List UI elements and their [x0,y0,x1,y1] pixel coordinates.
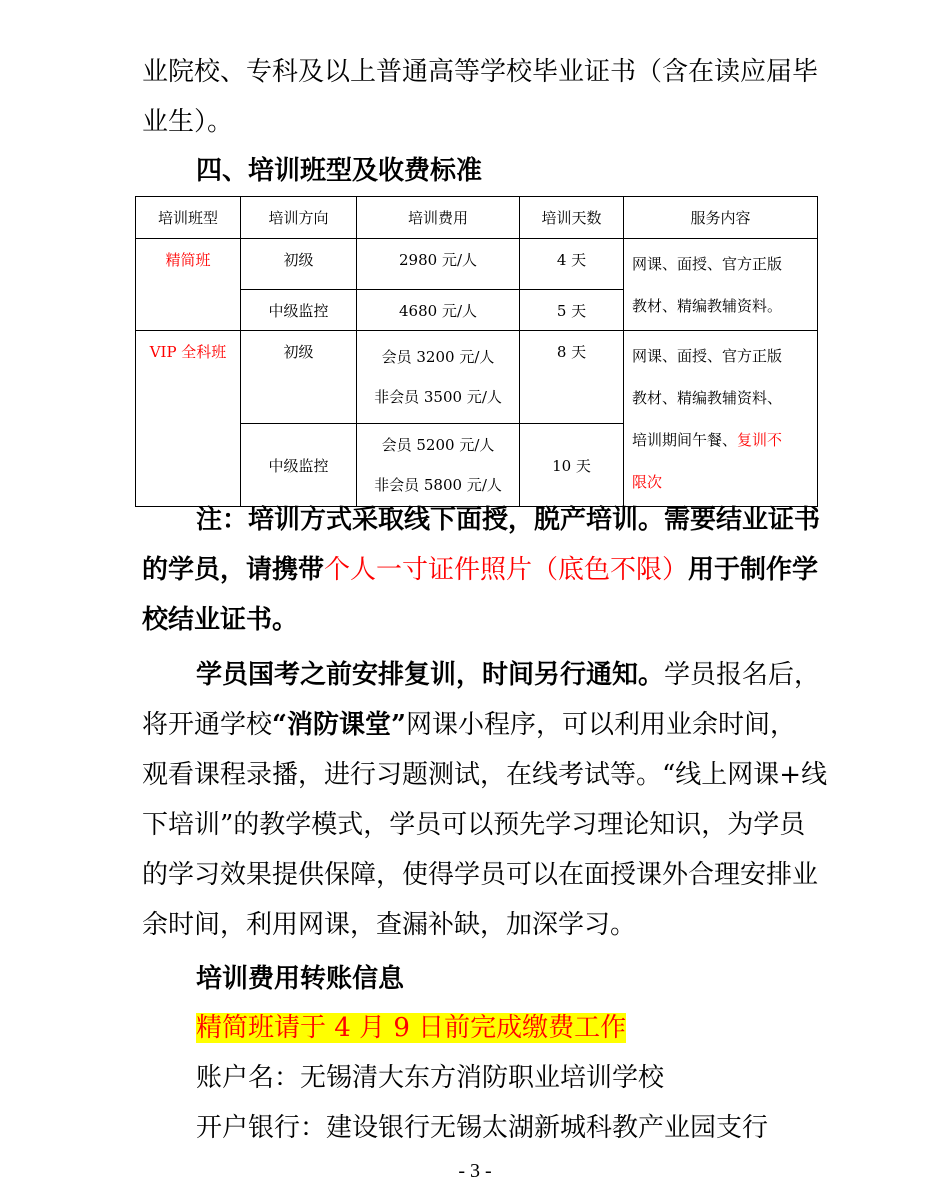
retrain-text: 将开通学校 [142,710,273,740]
days-cell: 8 天 [520,331,624,424]
account-name: 账户名：无锡清大东方消防职业培训学校 [196,1063,665,1093]
retrain-unlimited-text: 复训不 [737,430,783,449]
service-cell-simplified [624,239,818,331]
fee-nonmember: 非会员 3500 元/人 [374,388,502,406]
service-cell-vip [624,331,818,507]
days-cell: 10 天 [520,424,624,507]
fee-nonmember: 非会员 5800 元/人 [374,476,502,494]
direction-cell: 中级监控 [241,290,357,331]
retrain-bold-text: 学员国考之前安排复训，时间另行通知。 [196,660,665,690]
retrain-line-4: 下培训”的教学模式，学员可以预先学习理论知识，为学员 [142,810,806,840]
header-service: 服务内容 [624,197,818,239]
section-title: 四、培训班型及收费标准 [196,156,483,186]
service-text: 培训期间午餐、 [632,430,738,449]
class-cell-vip: VIP 全科班 [136,331,241,507]
retrain-line-6: 余时间，利用网课，查漏补缺，加深学习。 [142,910,637,940]
retrain-text: 学员报名后， [664,660,821,690]
intro-line-2: 业生）。 [142,107,234,137]
direction-cell: 中级监控 [241,424,357,507]
class-cell-simplified: 精简班 [136,239,241,331]
note-text: 用于制作学 [688,555,819,585]
service-line: 教材、精编教辅资料、 [632,388,783,407]
days-cell: 4 天 [520,239,624,290]
photo-requirement: 个人一寸证件照片（底色不限） [324,555,689,585]
days-cell: 5 天 [520,290,624,331]
service-line [632,419,817,461]
table-header-row [136,197,818,239]
table-row [136,331,818,424]
note-line-2 [142,551,822,589]
service-line: 网课、面授、官方正版 [632,254,783,273]
fee-cell [357,331,520,424]
retrain-line-3: 观看课程录播，进行习题测试，在线考试等。“线上网课+线 [142,760,828,790]
direction-cell: 初级 [241,239,357,290]
note-line-1: 注：培训方式采取线下面授，脱产培训。需要结业证书 [196,505,821,535]
header-class: 培训班型 [136,197,241,239]
direction-cell: 初级 [241,331,357,424]
fee-member: 会员 5200 元/人 [381,436,495,454]
bank-name: 开户银行：建设银行无锡太湖新城科教产业园支行 [196,1113,769,1143]
retrain-line-1 [196,656,876,694]
retrain-line-5: 的学习效果提供保障，使得学员可以在面授课外合理安排业 [142,860,819,890]
transfer-title: 培训费用转账信息 [196,964,405,994]
table-row [136,239,818,290]
fee-table [135,196,818,507]
service-line: 教材、精编教辅资料。 [632,296,783,315]
fee-cell: 4680 元/人 [357,290,520,331]
deadline-highlight: 精简班请于 4 月 9 日前完成缴费工作 [196,1013,627,1043]
note-text: 的学员，请携带 [142,555,325,585]
service-line: 网课、面授、官方正版 [632,346,783,365]
retrain-line-2 [142,706,822,744]
fee-cell [357,424,520,507]
fee-cell: 2980 元/人 [357,239,520,290]
header-direction: 培训方向 [241,197,357,239]
header-fee: 培训费用 [357,197,520,239]
header-days: 培训天数 [520,197,624,239]
fee-member: 会员 3200 元/人 [381,348,495,366]
intro-line-1: 业院校、专科及以上普通高等学校毕业证书（含在读应届毕 [142,57,819,87]
service-line: 限次 [632,472,663,491]
payment-deadline [196,1009,876,1047]
retrain-text: 网课小程序，可以利用业余时间， [405,710,796,740]
page-number: - 3 - [458,1160,492,1182]
note-line-3: 校结业证书。 [142,605,299,635]
fire-classroom-name: “消防课堂” [272,710,406,740]
